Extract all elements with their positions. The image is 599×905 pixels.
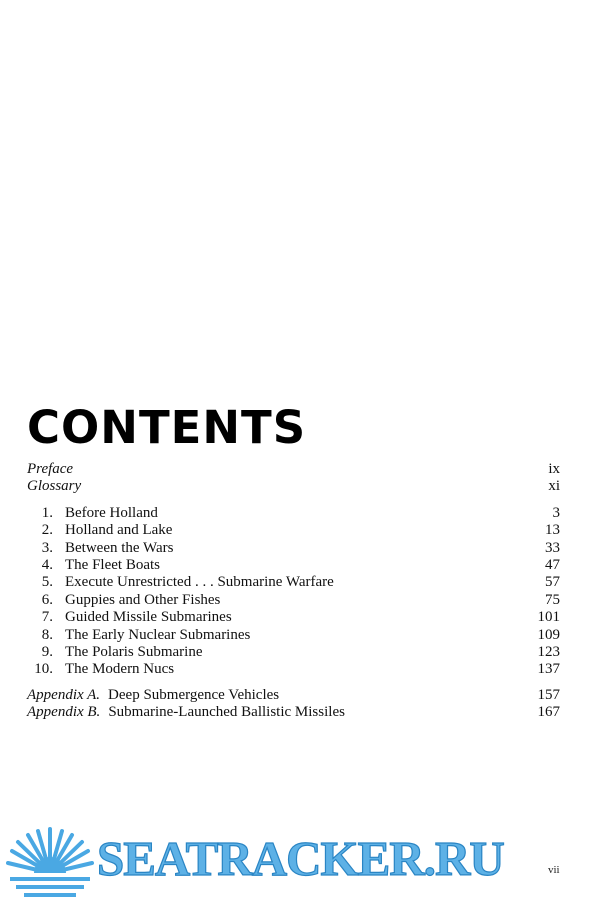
chapter-title: The Polaris Submarine [65, 643, 203, 660]
chapter-page: 75 [545, 591, 560, 608]
contents-heading: CONTENTS [27, 401, 307, 454]
toc-appendix-b [27, 704, 560, 721]
chapter-title: Between the Wars [65, 539, 174, 556]
chapter-number: 9. [41, 643, 53, 660]
chapter-page: 101 [537, 609, 560, 626]
toc-chapter-2 [27, 522, 560, 539]
toc-chapter-7 [27, 609, 560, 626]
watermark-text: SEATRACKER.RU [97, 831, 504, 886]
toc-chapter-1 [27, 505, 560, 522]
chapter-number: 3. [41, 539, 53, 556]
chapter-title: Guppies and Other Fishes [65, 591, 221, 608]
chapter-page: 109 [537, 626, 560, 643]
chapter-title: The Modern Nucs [65, 661, 175, 678]
toc-entry-glossary [27, 478, 560, 495]
chapter-page: 123 [537, 643, 560, 660]
table-of-contents [27, 461, 560, 721]
chapter-title: Before Holland [65, 504, 158, 521]
chapter-page: 13 [545, 522, 560, 539]
chapter-page: 137 [537, 661, 560, 678]
toc-entry-label: Preface [27, 461, 74, 477]
chapter-title: The Fleet Boats [65, 556, 160, 573]
appendix-title: Submarine-Launched Ballistic Missiles [108, 704, 345, 721]
sun-icon [6, 825, 94, 905]
page-number: vii [548, 864, 560, 876]
appendix-title: Deep Submergence Vehicles [108, 686, 280, 703]
chapter-number: 8. [41, 626, 53, 643]
chapter-page: 33 [545, 539, 560, 556]
chapter-number: 4. [41, 556, 53, 573]
chapter-number: 5. [41, 574, 53, 591]
appendix-page: 167 [537, 704, 560, 721]
appendix-page: 157 [537, 686, 560, 703]
toc-chapter-10 [27, 661, 560, 678]
chapter-title: Execute Unrestricted . . . Submarine Warfare [65, 574, 334, 591]
appendix-prefix: Appendix A. [27, 686, 101, 703]
chapter-number: 2. [41, 522, 53, 539]
chapter-page: 3 [552, 504, 560, 521]
chapter-page: 57 [545, 574, 560, 591]
chapter-number: 6. [41, 591, 53, 608]
toc-entry-preface [27, 461, 560, 478]
toc-entry-page: xi [548, 478, 560, 495]
chapter-number: 1. [41, 504, 53, 521]
toc-chapter-4 [27, 557, 560, 574]
toc-entry-label: Glossary [27, 478, 82, 495]
chapter-title: Holland and Lake [65, 522, 173, 539]
toc-chapter-9 [27, 644, 560, 661]
toc-chapter-8 [27, 627, 560, 644]
chapter-title: Guided Missile Submarines [65, 609, 232, 626]
toc-chapter-6 [27, 592, 560, 609]
chapter-number: 7. [41, 609, 53, 626]
chapter-number: 10. [34, 661, 53, 678]
chapter-title: The Early Nuclear Submarines [65, 626, 251, 643]
toc-chapter-3 [27, 540, 560, 557]
toc-chapter-5 [27, 574, 560, 591]
watermark [0, 815, 599, 905]
toc-entry-page: ix [548, 461, 560, 477]
toc-appendix-a [27, 687, 560, 704]
chapter-page: 47 [545, 556, 560, 573]
appendix-prefix: Appendix B. [27, 704, 101, 721]
